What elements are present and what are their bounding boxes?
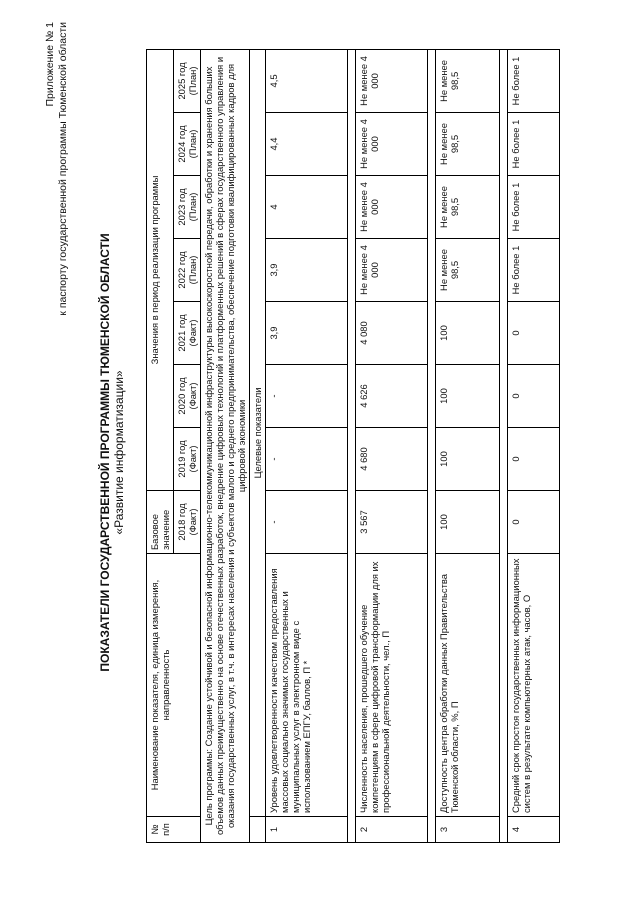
indicator-value: Не менее 98,5 [436,49,500,112]
table-header-row-1 [147,49,174,842]
indicator-value: - [266,491,348,554]
header-year: 2023 год (План) [174,176,201,239]
appendix-note [44,22,70,316]
indicator-value: 3 567 [356,491,428,554]
indicator-name: Доступность центра обработки данных Правительства Тюменской области, %, П [436,554,500,817]
appendix-line-2: к паспорту государственной программы Тюменской области [57,22,69,316]
indicator-value: 4,4 [266,113,348,176]
row-spacer [348,49,356,842]
indicator-value: 4 [266,176,348,239]
indicator-value: 100 [436,302,500,365]
indicator-value: 100 [436,428,500,491]
section-target-indicators: Целевые показатели [250,49,266,816]
indicator-value: Не более 1 [508,176,560,239]
document-title [98,0,126,905]
row-number: 4 [508,817,560,843]
row-spacer [428,49,436,842]
table-row [508,49,560,842]
indicator-value: 4 680 [356,428,428,491]
row-number: 3 [436,817,500,843]
indicator-value: - [266,365,348,428]
title-line-1: ПОКАЗАТЕЛИ ГОСУДАРСТВЕННОЙ ПРОГРАММЫ ТЮМЕНСКОЙ ОБЛАСТИ [98,233,112,672]
indicator-value: Не менее 4 000 [356,239,428,302]
indicator-name: Средний срок простоя государственных информационных систем в результате компьютерных атак, часов, О [508,554,560,817]
indicator-value: 100 [436,365,500,428]
indicator-value: Не менее 4 000 [356,113,428,176]
indicator-name: Уровень удовлетворенности качеством предоставления массовых социально значимых государственных и муниципальных услуг в электронном виде с использованием ЕПГУ, баллов, П * [266,554,348,817]
header-year: 2024 год (План) [174,113,201,176]
indicator-value: 3,9 [266,302,348,365]
indicator-value: Не более 1 [508,239,560,302]
header-name: Наименование показателя, единица измерения, направленность [147,554,201,817]
indicator-value: Не более 1 [508,113,560,176]
indicator-value: 4 080 [356,302,428,365]
indicator-value: 4 626 [356,365,428,428]
header-no: № п/п [147,817,201,843]
section-row [250,49,266,842]
indicator-value: Не менее 98,5 [436,239,500,302]
indicator-value: 0 [508,302,560,365]
indicators-table [146,49,560,843]
indicator-value: Не менее 4 000 [356,49,428,112]
header-year: 2021 год (Факт) [174,302,201,365]
indicator-value: 0 [508,491,560,554]
indicator-value: 100 [436,491,500,554]
program-goal: Цель программы: Создание устойчивой и безопасной информационно-телекоммуникационной инфраструктуры высокоскоростной передачи, обработки и хранения больших объемов данных преимущественно на основе отечественных разработок, внедрение цифровых технологий и платформенных решений в сферах государственного управления и оказания государственных услуг, в т.ч. в интересах населения и субъектов малого и среднего предпринимательства, обеспечение подготовки квалифицированных кадров для цифровой экономики [201,49,250,842]
title-line-2: «Развитие информатизации» [112,370,126,535]
header-period: Значения в период реализации программы [147,49,174,490]
indicator-value: 4,5 [266,49,348,112]
indicator-value: - [266,428,348,491]
header-year: 2018 год (Факт) [174,491,201,554]
table-row [266,49,348,842]
indicator-name: Численность населения, прошедшего обучение компетенциям в сфере цифровой трансформации для их профессиональной деятельности, чел., П [356,554,428,817]
header-year: 2019 год (Факт) [174,428,201,491]
goal-row [201,49,250,842]
row-number: 2 [356,817,428,843]
indicator-value: Не менее 4 000 [356,176,428,239]
indicator-value: Не менее 98,5 [436,113,500,176]
indicator-value: 0 [508,428,560,491]
header-year: 2020 год (Факт) [174,365,201,428]
table-row [436,49,500,842]
indicator-value: Не менее 98,5 [436,176,500,239]
indicator-value: Не более 1 [508,49,560,112]
indicator-value: 0 [508,365,560,428]
appendix-line-1: Приложение № 1 [44,22,56,107]
row-spacer [500,49,508,842]
indicator-value: 3,9 [266,239,348,302]
header-year: 2022 год (План) [174,239,201,302]
header-year: 2025 год (План) [174,49,201,112]
table-row [356,49,428,842]
section-spacer [250,817,266,843]
row-number: 1 [266,817,348,843]
header-base: Базовое значение [147,491,174,554]
